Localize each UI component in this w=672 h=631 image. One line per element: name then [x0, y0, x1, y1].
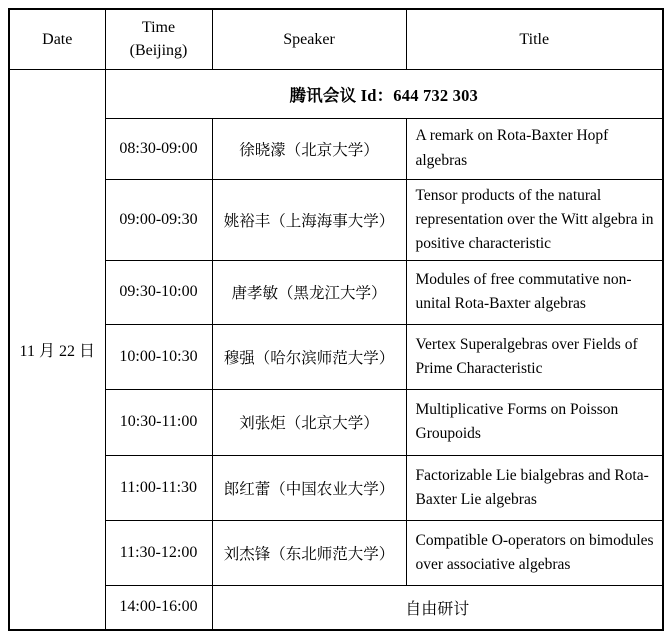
title-cell: Tensor products of the natural representation over the Witt algebra in positive characteristic	[406, 179, 663, 260]
table-row	[9, 520, 663, 585]
table-row	[9, 179, 663, 260]
speaker-cell: 唐孝敏（黑龙江大学）	[212, 260, 406, 324]
time-cell: 08:30-09:00	[105, 118, 212, 179]
title-cell: A remark on Rota-Baxter Hopf algebras	[406, 118, 663, 179]
date-cell: 11 月 22 日	[9, 69, 105, 630]
table-row	[9, 455, 663, 520]
time-cell: 11:00-11:30	[105, 455, 212, 520]
header-time-line2: (Beijing)	[129, 42, 188, 60]
schedule-table	[8, 8, 664, 631]
time-cell: 09:00-09:30	[105, 179, 212, 260]
free-discussion-row	[9, 585, 663, 630]
speaker-cell: 徐晓濛（北京大学）	[212, 118, 406, 179]
speaker-cell: 穆强（哈尔滨师范大学）	[212, 324, 406, 389]
time-cell: 10:30-11:00	[105, 389, 212, 455]
header-time	[105, 9, 212, 69]
meeting-id-row	[9, 69, 663, 118]
table-row	[9, 260, 663, 324]
header-title: Title	[406, 9, 663, 69]
speaker-cell: 姚裕丰（上海海事大学）	[212, 179, 406, 260]
time-cell: 10:00-10:30	[105, 324, 212, 389]
speaker-cell: 郎红蕾（中国农业大学）	[212, 455, 406, 520]
title-cell: Modules of free commutative non-unital Rota-Baxter algebras	[406, 260, 663, 324]
meeting-id-cell: 腾讯会议 Id：644 732 303	[105, 69, 663, 118]
time-cell: 09:30-10:00	[105, 260, 212, 324]
table-row	[9, 324, 663, 389]
header-time-line1: Time	[141, 19, 176, 37]
table-row	[9, 389, 663, 455]
time-cell: 11:30-12:00	[105, 520, 212, 585]
header-speaker: Speaker	[212, 9, 406, 69]
title-cell: Factorizable Lie bialgebras and Rota-Baxter Lie algebras	[406, 455, 663, 520]
title-cell: Vertex Superalgebras over Fields of Prime Characteristic	[406, 324, 663, 389]
table-row	[9, 118, 663, 179]
title-cell: Multiplicative Forms on Poisson Groupoids	[406, 389, 663, 455]
header-row	[9, 9, 663, 69]
speaker-cell: 刘杰锋（东北师范大学）	[212, 520, 406, 585]
title-cell: Compatible O-operators on bimodules over associative algebras	[406, 520, 663, 585]
speaker-cell: 刘张炬（北京大学）	[212, 389, 406, 455]
header-date: Date	[9, 9, 105, 69]
time-cell: 14:00-16:00	[105, 585, 212, 630]
free-discussion-cell: 自由研讨	[212, 585, 663, 630]
